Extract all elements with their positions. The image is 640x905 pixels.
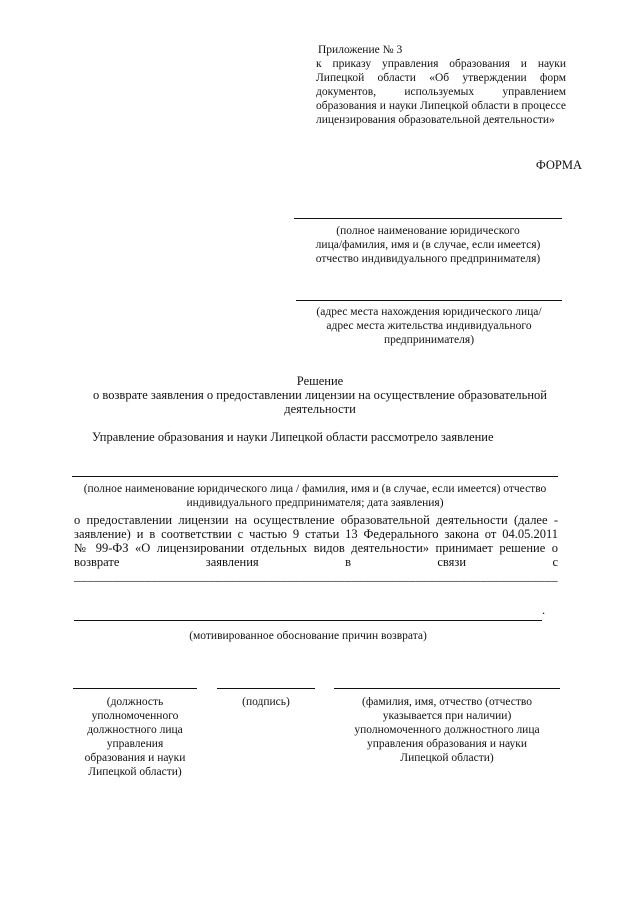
decision-intro: Управление образования и науки Липецкой области рассмотрело заявление [92, 430, 494, 444]
dash-line: ___________________________________________________________________________ [74, 569, 558, 583]
applicant-caption: (полное наименование юридического лица / фамилия, имя и (в случае, если имеется) отчество индивидуального предпринимателя; дата заявления) [83, 483, 547, 509]
appendix-line: образования и науки Липецкой области в процессе [316, 100, 566, 112]
recipient-address-caption: (адрес места нахождения юридического лица/ адрес места жительства индивидуального предпринимателя) [316, 306, 542, 346]
appendix-line: к приказу управления образования и науки [316, 58, 566, 70]
appendix-line: документов, используемых управлением [316, 86, 566, 98]
appendix-line: Липецкой области «Об утверждении форм [316, 72, 566, 84]
recipient-address-line [296, 300, 562, 301]
form-label: ФОРМА [535, 158, 582, 172]
body-line: о предоставлении лицензии на осуществление образовательной деятельности (далее - [74, 513, 558, 527]
decision-subtitle: о возврате заявления о предоставлении лицензии на осуществление образовательной деятельности [93, 388, 547, 416]
body-line: № 99-ФЗ «О лицензировании отдельных видов деятельности» принимает решение о [74, 541, 558, 555]
appendix-line: лицензирования образовательной деятельности» [316, 114, 555, 126]
applicant-line [72, 476, 558, 477]
recipient-name-line [294, 218, 562, 219]
return-row: возврате заявления в связи с [74, 555, 558, 569]
reason-caption: (мотивированное обоснование причин возврата) [189, 630, 427, 642]
full-name-caption: (фамилия, имя, отчество (отчество указывается при наличии) уполномоченного должностного лица управления образования и науки Липецкой области) [354, 696, 540, 764]
decision-title: Решение [296, 374, 344, 388]
signature-line [217, 688, 315, 689]
appendix-title: Приложение № 3 [318, 44, 403, 56]
decision-body [74, 513, 558, 583]
reason-period: . [542, 603, 546, 617]
appendix-block [316, 43, 566, 127]
signature-caption: (подпись) [242, 696, 290, 708]
reason-line [74, 620, 542, 621]
position-signature-line [73, 688, 197, 689]
full-name-signature-line [334, 688, 560, 689]
body-line: заявление) и в соответствии с частью 9 статьи 13 Федерального закона от 04.05.2011 [74, 527, 558, 541]
position-caption: (должность уполномоченного должностного лица управления образования и науки Липецкой области) [84, 696, 186, 778]
recipient-name-caption: (полное наименование юридического лица/фамилия, имя и (в случае, если имеется) отчество индивидуального предпринимателя) [315, 225, 541, 265]
